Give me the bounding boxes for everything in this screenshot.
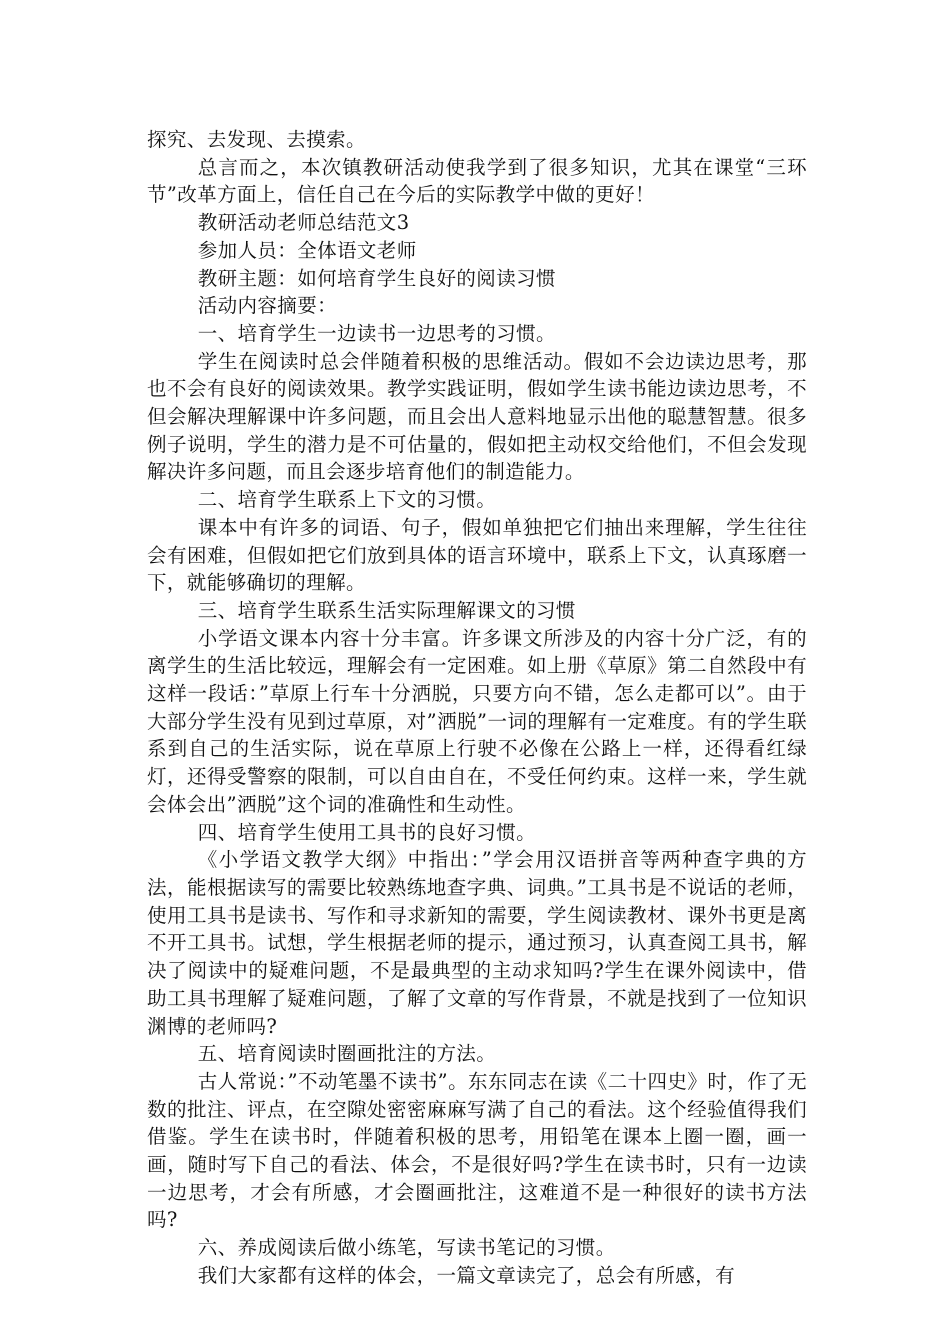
paragraph: 我们大家都有这样的体会，一篇文章读完了，总会有所感，有 bbox=[197, 1263, 735, 1287]
paragraph: 古人常说：”不动笔墨不读书”。东东同志在读《二十四史》时，作了无数的批注、评点，在空隙处密密麻麻写满了自己的看法。这个经验值得我们借鉴。学生在读书时，伴随着积极的思考，用铅笔在课本上圈一圈，画一画，随时写下自己的看法、体会，不是很好吗?学生在读书时，只有一边读一边思考，才会有所感，才会圈画批注，这难道不是一种很好的读书方法吗? bbox=[147, 1069, 807, 1232]
heading-3: 三、培育学生联系生活实际理解课文的习惯 bbox=[197, 598, 576, 622]
paragraph: 小学语文课本内容十分丰富。许多课文所涉及的内容十分广泛，有的离学生的生活比较远，理解会有一定困难。如上册《草原》第二自然段中有这样一段话：”草原上行车十分洒脱，只要方向不错，怎么走都可以”。由于大部分学生没有见到过草原，对”洒脱”一词的理解有一定难度。有的学生联系到自己的生活实际，说在草原上行驶不必像在公路上一样，还得看红绿灯，还得受警察的限制，可以自由自在，不受任何约束。这样一来，学生就会体会出”洒脱”这个词的准确性和生动性。 bbox=[147, 626, 807, 816]
paragraph: 《小学语文教学大纲》中指出：”学会用汉语拼音等两种查字典的方法，能根据读写的需要比较熟练地查字典、词典。”工具书是不说话的老师，使用工具书是读书、写作和寻求新知的需要，学生阅读教材、课外书更是离不开工具书。试想，学生根据老师的提示，通过预习，认真查阅工具书，解决了阅读中的疑难问题，不是最典型的主动求知吗?学生在课外阅读中，借助工具书理解了疑难问题，了解了文章的写作背景，不就是找到了一位知识渊博的老师吗? bbox=[147, 848, 807, 1038]
summary-label: 活动内容摘要： bbox=[197, 294, 337, 318]
participants-line: 参加人员：全体语文老师 bbox=[197, 238, 417, 262]
heading-4: 四、培育学生使用工具书的良好习惯。 bbox=[197, 820, 536, 844]
section-title: 教研活动老师总结范文3 bbox=[197, 211, 410, 235]
heading-1: 一、培育学生一边读书一边思考的习惯。 bbox=[197, 321, 556, 345]
heading-2: 二、培育学生联系上下文的习惯。 bbox=[197, 488, 497, 512]
heading-6: 六、养成阅读后做小练笔，写读书笔记的习惯。 bbox=[197, 1236, 616, 1260]
paragraph: 探究、去发现、去摸索。 bbox=[147, 128, 366, 151]
paragraph: 课本中有许多的词语、句子，假如单独把它们抽出来理解，学生往往会有困难，但假如把它们放到具体的语言环境中，联系上下文，认真琢磨一下，就能够确切的理解。 bbox=[147, 515, 807, 595]
paragraph: 学生在阅读时总会伴随着积极的思维活动。假如不会边读边思考，那也不会有良好的阅读效果。教学实践证明，假如学生读书能边读边思考，不但会解决理解课中许多问题，而且会出人意料地显示出他的聪慧智慧。很多例子说明，学生的潜力是不可估量的，假如把主动权交给他们，不但会发现解决许多问题，而且会逐步培育他们的制造能力。 bbox=[147, 349, 807, 484]
topic-line: 教研主题：如何培育学生良好的阅读习惯 bbox=[197, 266, 556, 290]
paragraph: 总言而之，本次镇教研活动使我学到了很多知识，尤其在课堂“三环节”改革方面上，信任自己在今后的实际教学中做的更好！ bbox=[147, 155, 807, 207]
heading-5: 五、培育阅读时圈画批注的方法。 bbox=[197, 1042, 497, 1066]
document-body bbox=[147, 126, 807, 1290]
